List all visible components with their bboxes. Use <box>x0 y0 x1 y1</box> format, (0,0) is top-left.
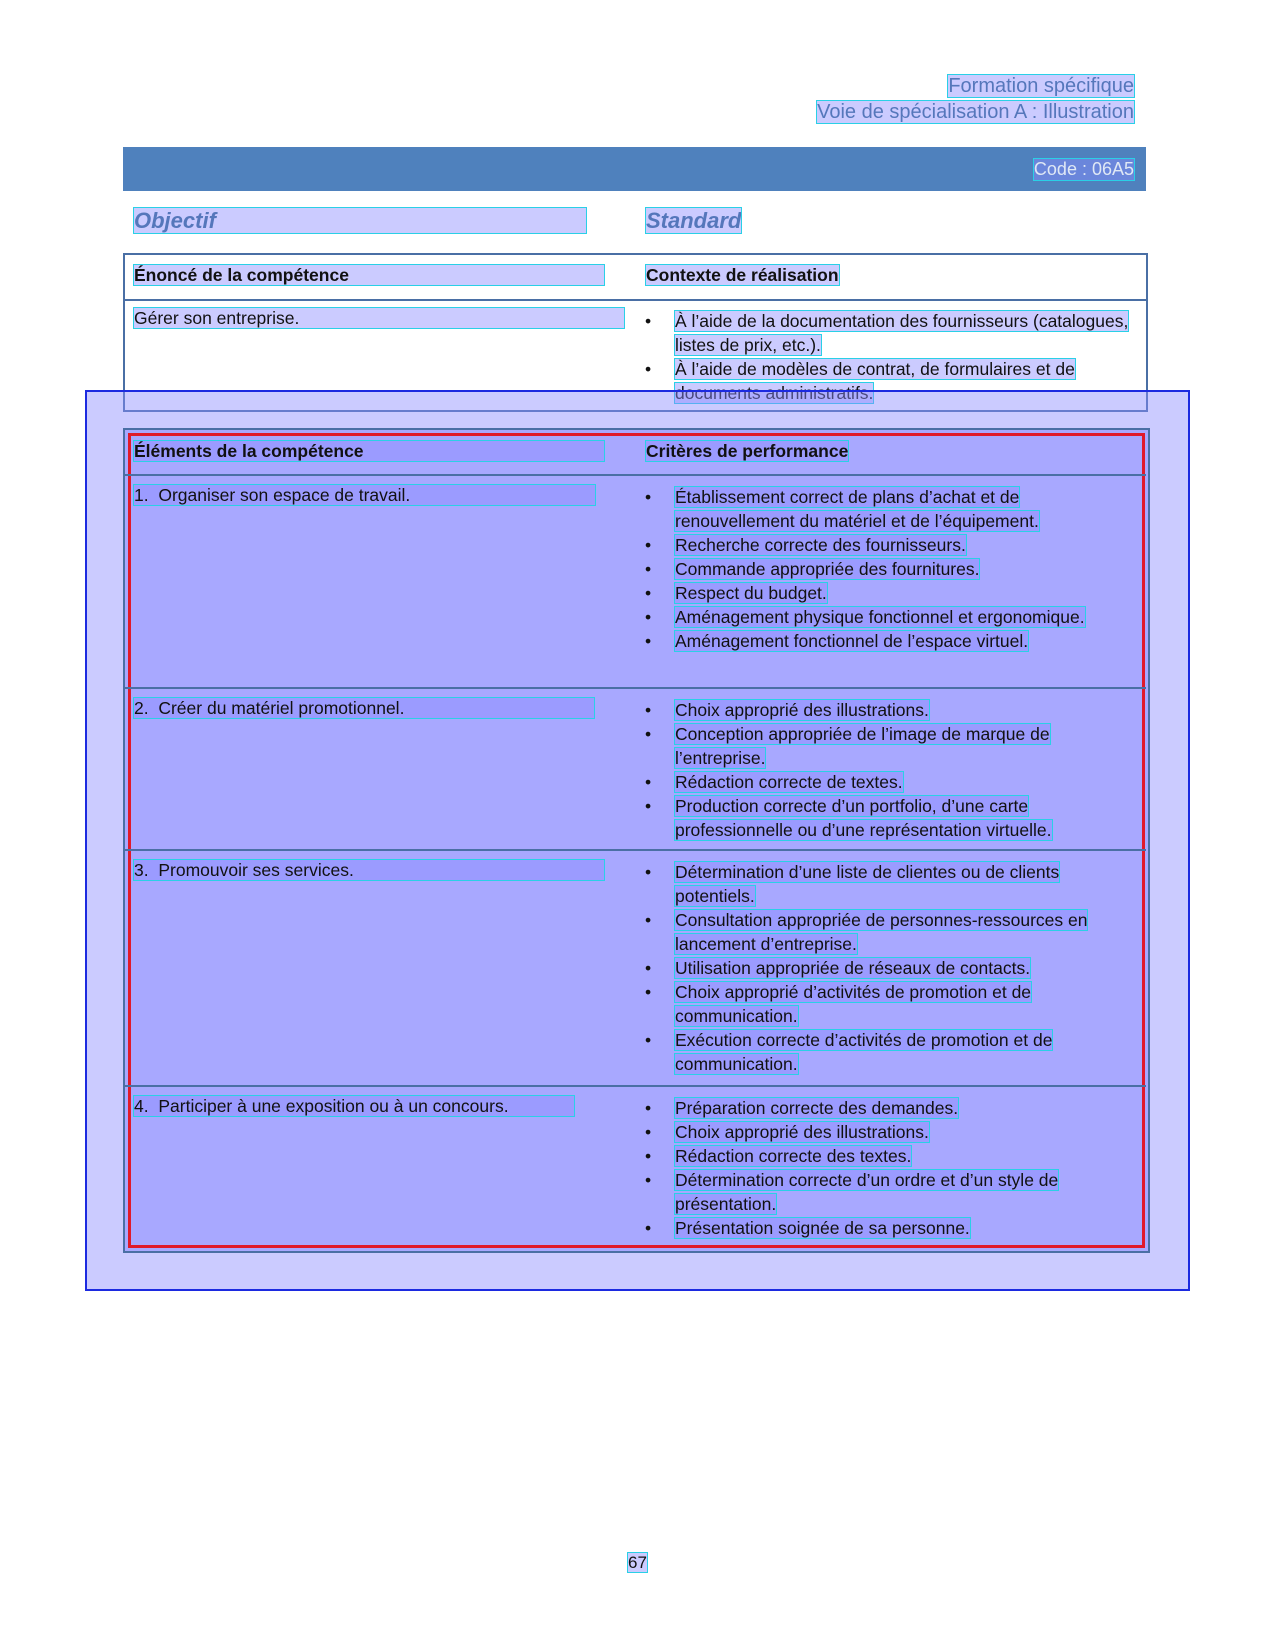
criteria-list-1 <box>645 485 1135 653</box>
competence-statement: Gérer son entreprise. <box>134 308 624 328</box>
row-divider <box>125 1085 1146 1087</box>
criteria-label: Critères de performance <box>646 441 849 461</box>
list-item: • Rédaction correcte de textes. <box>645 772 903 792</box>
list-item: • Consultation appropriée de personnes-ressources en lancement d’entreprise. <box>645 910 1088 954</box>
list-item: • Aménagement physique fonctionnel et ergonomique. <box>645 607 1085 627</box>
list-item: • Préparation correcte des demandes. <box>645 1098 959 1118</box>
list-item: • Détermination d’une liste de clientes ou de clients potentiels. <box>645 862 1060 906</box>
row-divider <box>125 849 1146 851</box>
list-item: • Rédaction correcte des textes. <box>645 1146 912 1166</box>
row-divider <box>125 474 1146 476</box>
list-item: • Choix approprié des illustrations. <box>645 700 929 720</box>
competency-code: Code : 06A5 <box>1033 159 1134 179</box>
objective-heading: Objectif <box>134 208 586 233</box>
list-item: • Établissement correct de plans d’achat et de renouvellement du matériel et de l’équipement. <box>645 487 1039 531</box>
list-item: • Conception appropriée de l’image de marque de l’entreprise. <box>645 724 1050 768</box>
list-item: • Présentation soignée de sa personne. <box>645 1218 970 1238</box>
list-item: • Commande appropriée des fournitures. <box>645 559 980 579</box>
criteria-list-3 <box>645 860 1135 1076</box>
list-item: • Production correcte d’un portfolio, d’une carte professionnelle ou d’une représentation virtuelle. <box>645 796 1052 840</box>
header-program: Formation spécifique <box>948 75 1134 97</box>
list-item: • Recherche correcte des fournisseurs. <box>645 535 966 555</box>
list-item: • Exécution correcte d’activités de promotion et de communication. <box>645 1030 1053 1074</box>
elements-label: Éléments de la compétence <box>134 441 604 461</box>
criteria-list-2 <box>645 698 1135 842</box>
list-item: • Respect du budget. <box>645 583 827 603</box>
criteria-list-4 <box>645 1096 1135 1240</box>
context-item: • À l’aide de la documentation des fournisseurs (catalogues, listes de prix, etc.). <box>645 311 1129 355</box>
standard-heading: Standard <box>646 208 742 233</box>
list-item: • Choix approprié d’activités de promotion et de communication. <box>645 982 1032 1026</box>
element-3: 3. Promouvoir ses services. <box>134 860 604 880</box>
context-label: Contexte de réalisation <box>646 265 839 285</box>
list-item: • Utilisation appropriée de réseaux de contacts. <box>645 958 1031 978</box>
row-divider <box>125 687 1146 689</box>
header-specialization: Voie de spécialisation A : Illustration <box>817 101 1134 123</box>
statement-label: Énoncé de la compétence <box>134 265 604 285</box>
page-number: 67 <box>628 1553 647 1572</box>
list-item: • Détermination correcte d’un ordre et d’un style de présentation. <box>645 1170 1059 1214</box>
list-item: • Choix approprié des illustrations. <box>645 1122 929 1142</box>
element-4: 4. Participer à une exposition ou à un concours. <box>134 1096 574 1116</box>
context-item: • À l’aide de modèles de contrat, de formulaires et de documents administratifs. <box>645 359 1075 403</box>
code-band <box>123 147 1146 191</box>
element-1: 1. Organiser son espace de travail. <box>134 485 595 505</box>
element-2: 2. Créer du matériel promotionnel. <box>134 698 594 718</box>
list-item: • Aménagement fonctionnel de l’espace virtuel. <box>645 631 1029 651</box>
